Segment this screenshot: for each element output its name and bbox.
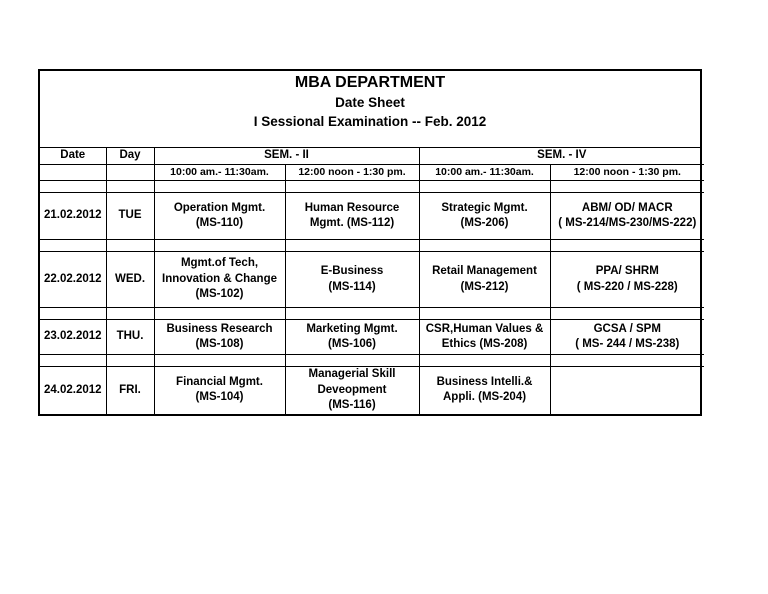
row-date: 23.02.2012 xyxy=(40,320,106,355)
table-row xyxy=(40,367,704,414)
exam-cell: Mgmt.of Tech, Innovation & Change (MS-102) xyxy=(154,252,285,308)
exam-cell: Business Research (MS-108) xyxy=(154,320,285,355)
row-date: 21.02.2012 xyxy=(40,193,106,240)
exam-cell: ABM/ OD/ MACR ( MS-214/MS-230/MS-222) xyxy=(550,193,704,240)
row-date: 22.02.2012 xyxy=(40,252,106,308)
exam-cell: Financial Mgmt. (MS-104) xyxy=(154,367,285,414)
spacer-row xyxy=(40,240,704,252)
table-row xyxy=(40,252,704,308)
exam-cell: Managerial Skill Deveopment (MS-116) xyxy=(285,367,419,414)
column-header-sem4: SEM. - IV xyxy=(419,148,704,164)
exam-cell: GCSA / SPM ( MS- 244 / MS-238) xyxy=(550,320,704,355)
empty-cell xyxy=(40,164,106,181)
department-title: MBA DEPARTMENT xyxy=(294,74,446,91)
spacer-row xyxy=(40,181,704,193)
row-day: THU. xyxy=(106,320,154,355)
exam-cell: Human Resource Mgmt. (MS-112) xyxy=(285,193,419,240)
schedule-table xyxy=(40,148,704,414)
time-slot-4: 12:00 noon - 1:30 pm. xyxy=(550,164,704,181)
time-slot-row xyxy=(40,164,704,181)
column-header-day: Day xyxy=(106,148,154,164)
exam-cell: Operation Mgmt. (MS-110) xyxy=(154,193,285,240)
exam-title: I Sessional Examination -- Feb. 2012 xyxy=(253,114,487,129)
column-header-date: Date xyxy=(40,148,106,164)
sheet-title: Date Sheet xyxy=(335,95,405,110)
time-slot-2: 12:00 noon - 1:30 pm. xyxy=(285,164,419,181)
spacer-row xyxy=(40,355,704,367)
exam-cell: CSR,Human Values & Ethics (MS-208) xyxy=(419,320,550,355)
sheet-header xyxy=(40,71,700,148)
table-row xyxy=(40,320,704,355)
row-day: WED. xyxy=(106,252,154,308)
spacer-row xyxy=(40,308,704,320)
exam-cell: Business Intelli.& Appli. (MS-204) xyxy=(419,367,550,414)
time-slot-3: 10:00 am.- 11:30am. xyxy=(419,164,550,181)
row-day: FRI. xyxy=(106,367,154,414)
exam-cell: E-Business (MS-114) xyxy=(285,252,419,308)
column-header-sem2: SEM. - II xyxy=(154,148,419,164)
exam-cell xyxy=(550,367,704,414)
row-day: TUE xyxy=(106,193,154,240)
date-sheet xyxy=(38,69,702,416)
row-date: 24.02.2012 xyxy=(40,367,106,414)
exam-cell: Retail Management (MS-212) xyxy=(419,252,550,308)
table-row xyxy=(40,193,704,240)
empty-cell xyxy=(106,164,154,181)
exam-cell: Strategic Mgmt. (MS-206) xyxy=(419,193,550,240)
exam-cell: PPA/ SHRM ( MS-220 / MS-228) xyxy=(550,252,704,308)
table-header-row xyxy=(40,148,704,164)
time-slot-1: 10:00 am.- 11:30am. xyxy=(154,164,285,181)
exam-cell: Marketing Mgmt. (MS-106) xyxy=(285,320,419,355)
